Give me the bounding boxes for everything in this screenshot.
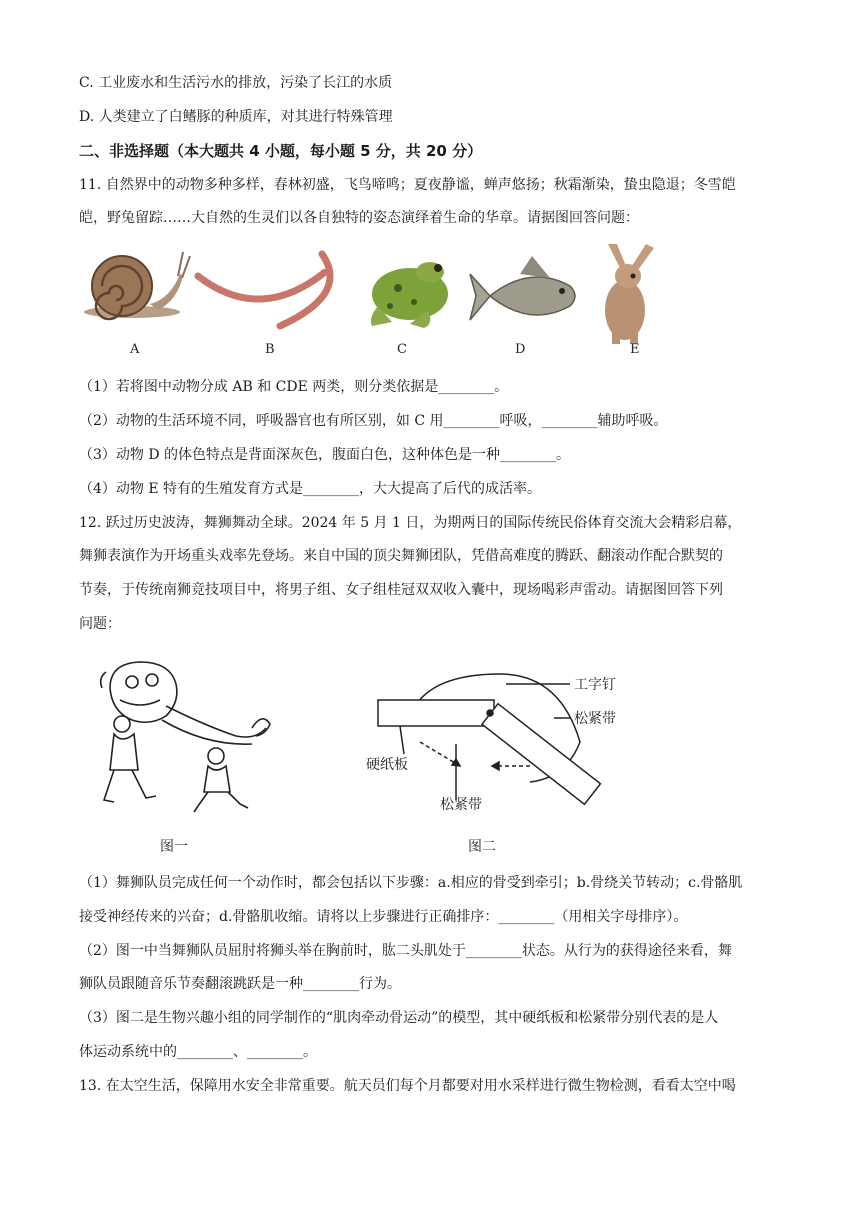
figure-label-e: E [630, 342, 640, 357]
snail-image [84, 252, 190, 319]
q12-sub-2-line-1: （2）图一中当舞狮队员屈肘将狮头举在胸前时，肱二头肌处于________状态。从行为的获得途径来看，舞 [79, 943, 732, 959]
figure-label-c: C [397, 342, 407, 357]
figure-2-caption: 图二 [468, 839, 496, 855]
q12-sub-1-line-2: 接受神经传来的兴奋；d.骨骼肌收缩。请将以上步骤进行正确排序：________（用相关字母排序）。 [79, 909, 688, 925]
fish-image [470, 256, 575, 320]
label-band-top: 松紧带 [574, 711, 616, 727]
label-board: 硬纸板 [366, 757, 408, 773]
figure-label-d: D [515, 342, 526, 357]
q11-sub-1: （1）若将图中动物分成 AB 和 CDE 两类，则分类依据是________。 [79, 379, 509, 395]
q13-stem-line-1: 13. 在太空生活，保障用水安全非常重要。航天员们每个月都要对用水采样进行微生物检测，看看太空中喝 [79, 1078, 736, 1094]
q12-sub-3-line-2: 体运动系统中的________、________。 [79, 1044, 317, 1060]
arrow-head-1 [452, 759, 460, 766]
q12-sub-2-line-2: 狮队员跟随音乐节奏翻滚跳跃是一种________行为。 [79, 976, 401, 992]
animals-illustration [80, 244, 680, 364]
label-pin: 工字钉 [574, 677, 616, 693]
pin-dot [487, 710, 493, 716]
option-d: D. 人类建立了白鳍豚的种质库，对其进行特殊管理 [79, 109, 393, 125]
q12-stem-line-4: 问题： [79, 616, 121, 632]
arrow-head-2 [492, 762, 499, 770]
option-c: C. 工业废水和生活污水的排放，污染了长江的水质 [79, 75, 393, 91]
earthworm-image [198, 254, 330, 326]
lion-dance-illustration [92, 658, 272, 818]
q11-sub-2: （2）动物的生活环境不同，呼吸器官也有所区别，如 C 用________呼吸，________辅助呼吸。 [79, 413, 668, 429]
section-heading: 二、非选择题（本大题共 4 小题，每小题 5 分，共 20 分） [79, 142, 483, 160]
rabbit-image [605, 244, 654, 344]
q12-stem-line-3: 节奏，于传统南狮竞技项目中，将男子组、女子组桂冠双双收入囊中，现场喝彩声雷动。请据图回答下列 [79, 582, 723, 598]
figure-label-a: A [130, 342, 140, 357]
label-band-bottom: 松紧带 [440, 797, 482, 813]
figure-label-b: B [265, 342, 275, 357]
frog-image [371, 262, 448, 328]
figure-1-caption: 图一 [160, 839, 188, 855]
horizontal-board [378, 700, 494, 726]
q11-sub-4: （4）动物 E 特有的生殖发育方式是________，大大提高了后代的成活率。 [79, 481, 542, 497]
figure-2-muscle-model [360, 662, 660, 822]
board-leader-line [400, 726, 404, 754]
q12-stem-line-1: 12. 跃过历史波涛，舞狮舞动全球。2024 年 5 月 1 日，为期两日的国际传统民俗体育交流大会精彩启幕， [79, 515, 742, 531]
q11-stem-line-1: 11. 自然界中的动物多种多样，春林初盛，飞鸟啼鸣；夏夜静谧，蝉声悠扬；秋霜渐染，蛰虫隐退；冬雪皑 [79, 177, 736, 193]
q12-sub-3-line-1: （3）图二是生物兴趣小组的同学制作的“肌肉牵动骨运动”的模型，其中硬纸板和松紧带分别代表的是人 [79, 1010, 719, 1026]
q11-animal-figure [80, 244, 680, 364]
figure-1-lion-dance [92, 658, 272, 818]
q11-stem-line-2: 皑，野兔留踪……大自然的生灵们以各自独特的姿态演绎着生命的华章。请据图回答问题： [79, 210, 639, 226]
q12-stem-line-2: 舞狮表演作为开场重头戏率先登场。来自中国的顶尖舞狮团队，凭借高难度的腾跃、翻滚动作配合默契的 [79, 548, 723, 564]
q12-sub-1-line-1: （1）舞狮队员完成任何一个动作时，都会包括以下步骤：a.相应的骨受到牵引；b.骨绕关节转动；c.骨骼肌 [79, 875, 743, 891]
q11-sub-3: （3）动物 D 的体色特点是背面深灰色，腹面白色，这种体色是一种________。 [79, 447, 571, 463]
